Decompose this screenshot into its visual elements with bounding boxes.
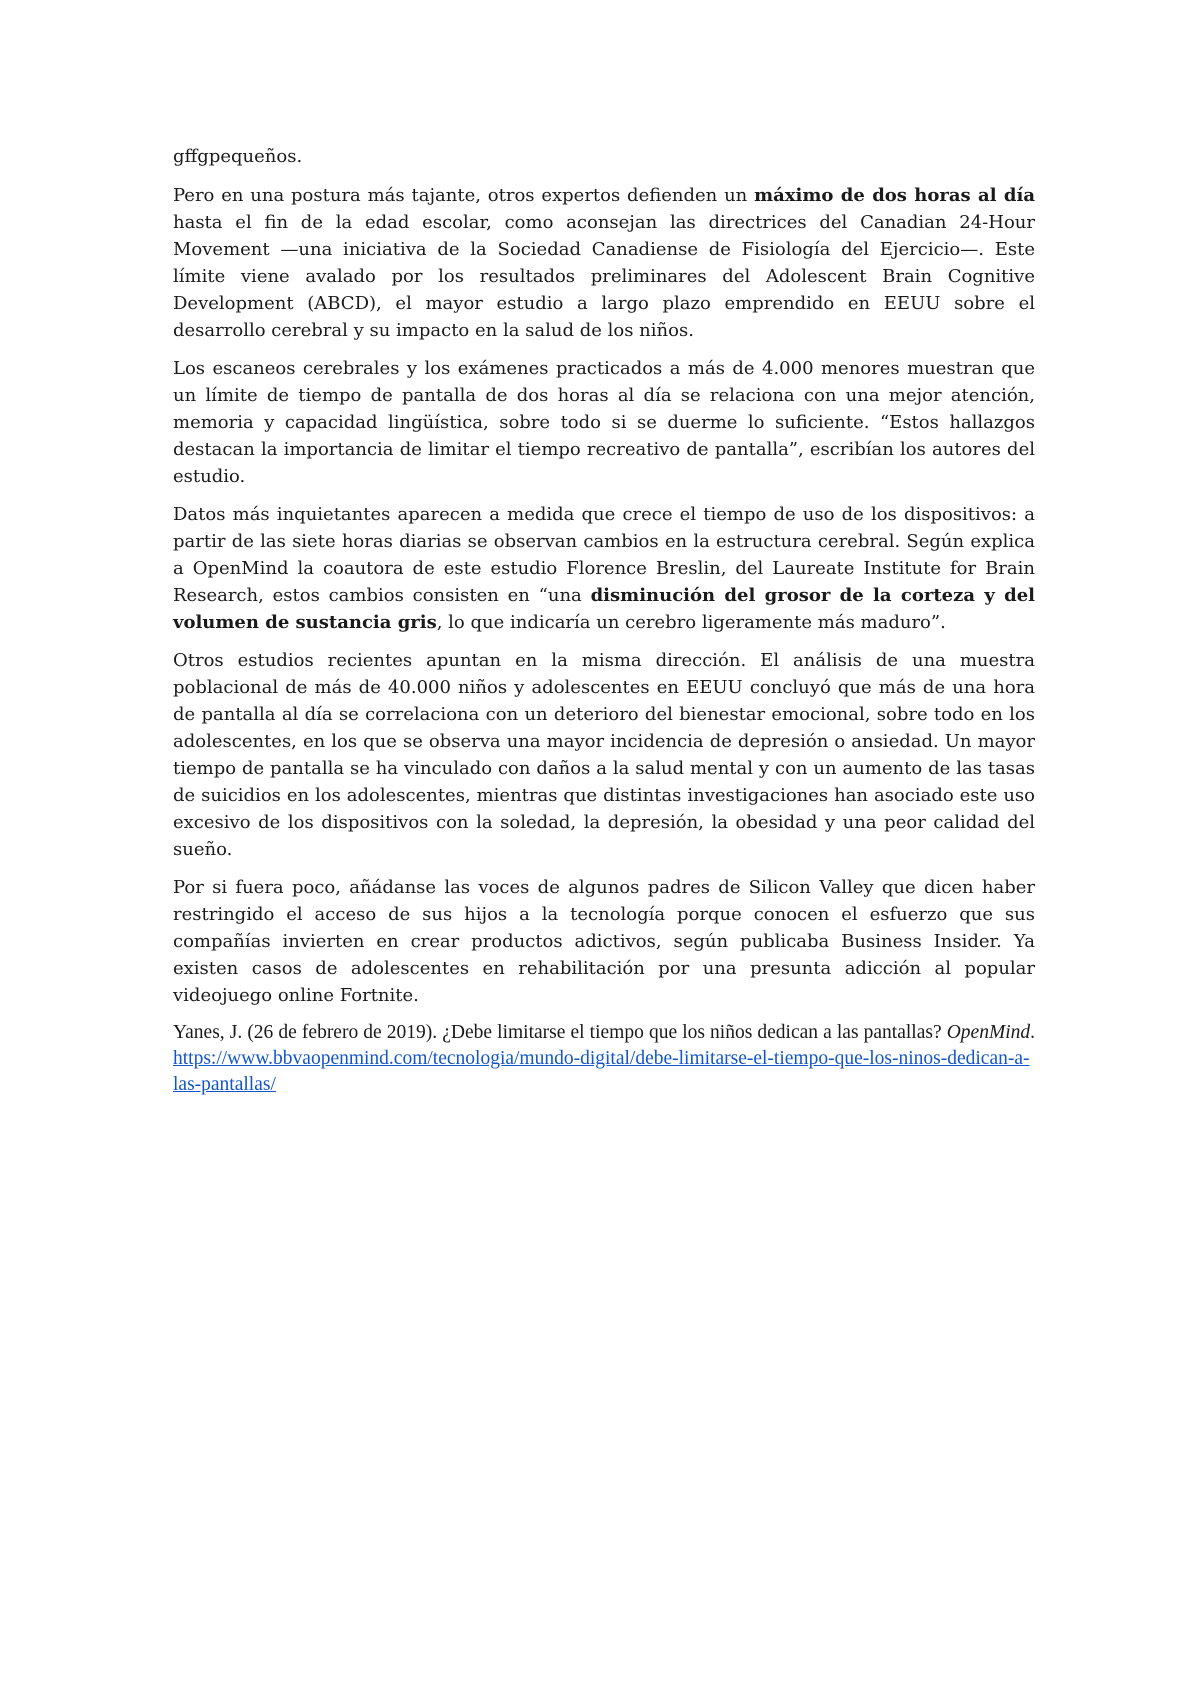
reference-separator: .	[1030, 1022, 1035, 1043]
paragraph-4: Otros estudios recientes apuntan en la misma dirección. El análisis de una muestra poblacional de más de 40.000 niños y adolescentes en EEUU concluyó que más de una hora de pantalla al día se correlaciona con un deterioro del bienestar emocional, sobre todo en los adolescentes, en los que se observa una mayor incidencia de depresión o ansiedad. Un mayor tiempo de pantalla se ha vinculado con daños a la salud mental y con un aumento de las tasas de suicidios en los adolescentes, mientras que distintas investigaciones han asociado este uso excesivo de los dispositivos con la soledad, la depresión, la obesidad y una peor calidad del sueño.	[173, 650, 1035, 860]
paragraph-1	[173, 182, 1035, 344]
paragraph-1-text-a: Pero en una postura más tajante, otros expertos defienden un	[173, 185, 755, 206]
paragraph-3-bold: disminución del grosor de la corteza y del volumen de sustancia gris	[173, 585, 1035, 633]
paragraph-3-text-c: , lo que indicaría un cerebro ligeramente más maduro”.	[436, 612, 946, 633]
paragraph-fragment: gffgpequeños.	[173, 146, 303, 167]
paragraph-5: Por si fuera poco, añádanse las voces de algunos padres de Silicon Valley que dicen haber restringido el acceso de sus hijos a la tecnología porque conocen el esfuerzo que sus compañías invierten en crear productos adictivos, según publicaba Business Insider. Ya existen casos de adolescentes en rehabilitación por una presunta adicción al popular videojuego online Fortnite.	[173, 877, 1035, 1006]
reference-journal: OpenMind	[946, 1022, 1031, 1043]
document-body	[173, 143, 1035, 1109]
reference-link[interactable]: https://www.bbvaopenmind.com/tecnologia/mundo-digital/debe-limitarse-el-tiempo-que-los-ninos-dedican-a-las-pantallas/	[173, 1048, 1030, 1095]
paragraph-3	[173, 501, 1035, 636]
paragraph-3-text-a: Datos más inquietantes aparecen a medida que crece el tiempo de uso de los dispositivos: a partir de las siete horas diarias se observan cambios en la estructura cerebral. Según explica a OpenMind la coautora de este estudio Florence Breslin, del Laureate Institute for Brain Research, estos cambios consisten en “una	[173, 504, 1035, 606]
paragraph-2: Los escaneos cerebrales y los exámenes practicados a más de 4.000 menores muestran que un límite de tiempo de pantalla de dos horas al día se relaciona con una mejor atención, memoria y capacidad lingüística, sobre todo si se duerme lo suficiente. “Estos hallazgos destacan la importancia de limitar el tiempo recreativo de pantalla”, escribían los autores del estudio.	[173, 358, 1035, 487]
reference-citation	[173, 1020, 1035, 1098]
reference-text: Yanes, J. (26 de febrero de 2019). ¿Debe limitarse el tiempo que los niños dedican a las pantallas?	[173, 1022, 947, 1043]
paragraph-1-text-c: hasta el fin de la edad escolar, como aconsejan las directrices del Canadian 24-Hour Movement —una iniciativa de la Sociedad Canadiense de Fisiología del Ejercicio—. Este límite viene avalado por los resultados preliminares del Adolescent Brain Cognitive Development (ABCD), el mayor estudio a largo plazo emprendido en EEUU sobre el desarrollo cerebral y su impacto en la salud de los niños.	[173, 212, 1035, 341]
paragraph-1-bold: máximo de dos horas al día	[754, 185, 1035, 206]
